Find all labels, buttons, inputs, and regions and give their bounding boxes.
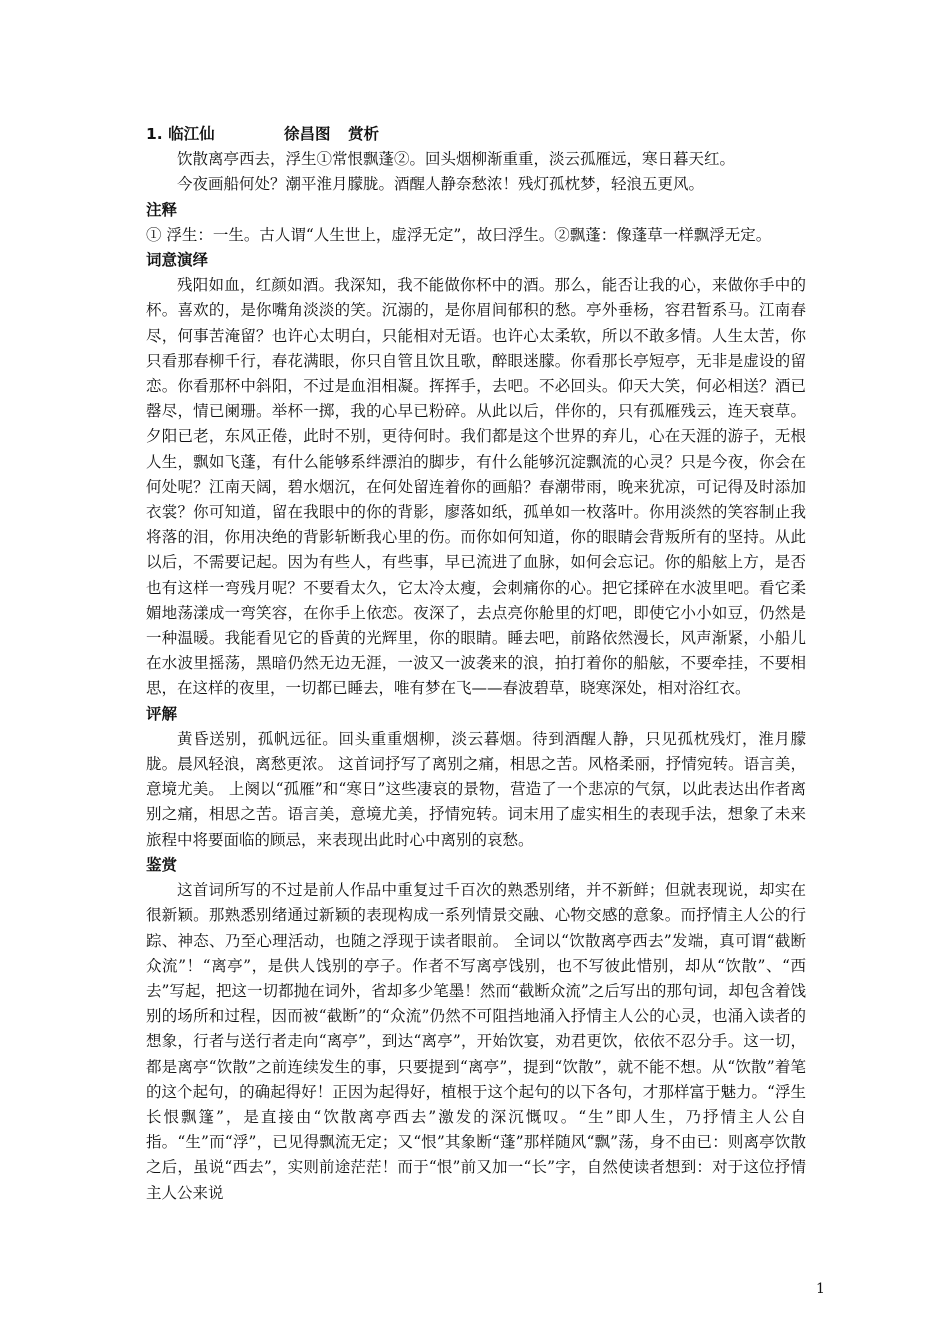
- notes-text: ① 浮生：一生。古人谓“人生世上，虚浮无定”，故曰浮生。②飘蓬：像蓬草一样飘浮无定。: [146, 225, 772, 244]
- title-label: 赏析: [348, 125, 380, 143]
- document-page: [146, 122, 806, 1206]
- page-number: 1: [816, 1281, 825, 1297]
- appreciation-text: 这首词所写的不过是前人作品中重复过千百次的熟悉别绪，并不新鲜；但就表现说，却实在很新颖。那熟悉别绪通过新颖的表现构成一系列情景交融、心物交感的意象。而抒情主人公的行踪、神态、乃至心理活动，也随之浮现于读者眼前。 全词以“饮散离亭西去”发端，真可谓“截断众流”！“离亭”，是供人饯别的亭子。作者不写离亭饯别，也不写彼此惜别，却从“饮散”、“西去”写起，把这一切都抛在词外，省却多少笔墨！然而“截断众流”之后写出的那句词，却包含着饯别的场所和过程，因而被“截断”的“众流”仍然不可阻挡地涌入抒情主人公的心灵，也涌入读者的想象，行者与送行者走向“离亭”，到达“离亭”，开始饮宴，劝君更饮，依依不忍分手。这一切，都是离亭“饮散”之前连续发生的事，只要提到“离亭”，提到“饮散”，就不能不想。从“饮散”着笔的这个起句，的确起得好！正因为起得好，植根于这个起句的以下各句，才那样富于魅力。“浮生长恨飘篷”，是直接由“饮散离亭西去”激发的深沉慨叹。“生”即人生，乃抒情主人公自指。“生”而“浮”，已见得飘流无定；又“恨”其象断“蓬”那样随风“飘”荡，身不由已：则离亭饮散之后，虽说“西去”，实则前途茫茫！而于“恨”前又加一“长”字，自然使读者想到：对于这位抒情主人公来说: [146, 881, 806, 1202]
- commentary-heading: 评解: [146, 704, 178, 723]
- commentary-text: 黄昏送别，孤帆远征。回头重重烟柳，淡云暮烟。待到酒醒人静，只见孤枕残灯，淮月朦胧。晨风轻浪，离愁更浓。 这首词抒写了离别之痛，相思之苦。风格柔丽，抒情宛转。语言美，意境尤美。 上阕以“孤雁”和“寒日”这些凄哀的景物，营造了一个悲凉的气氛，以此表达出作者离别之痛，相思之苦。语言美，意境尤美，抒情宛转。词末用了虚实相生的表现手法，想象了未来旅程中将要面临的顾忌，来表现出此时心中离别的哀愁。: [146, 729, 806, 849]
- poem-line-1: 饮散离亭西去，浮生①常恨飘蓬②。回头烟柳渐重重，淡云孤雁远，寒日暮天红。: [177, 150, 736, 169]
- poem-author: 徐昌图: [284, 125, 331, 143]
- appreciation-heading: 鉴赏: [146, 855, 178, 874]
- interpretation-heading: 词意演绎: [146, 251, 209, 270]
- notes-heading: 注释: [146, 200, 178, 219]
- poem-title: 1. 临江仙: [146, 125, 215, 143]
- interpretation-text: 残阳如血，红颜如酒。我深知，我不能做你杯中的酒。那么，能否让我的心，来做你手中的杯。喜欢的，是你嘴角淡淡的笑。沉溺的，是你眉间郁积的愁。亭外垂杨，容君暂系马。江南春尽，何事苦淹留？也许心太明白，只能相对无语。也许心太柔软，所以不敢多情。人生太苦，你只看那春柳千行，春花满眼，你只自管且饮且歌，醉眼迷朦。你看那长亭短亭，无非是虚设的留恋。你看那杯中斜阳，不过是血泪相凝。挥挥手，去吧。不必回头。仰天大笑，何必相送？酒已罄尽，情已阑珊。举杯一掷，我的心早已粉碎。从此以后，伴你的，只有孤雁残云，连天衰草。夕阳已老，东风正倦，此时不别，更待何时。我们都是这个世界的弃儿，心在天涯的游子，无根人生，飘如飞蓬，有什么能够系绊漂泊的脚步，有什么能够沉淀飘流的心灵？只是今夜，你会在何处呢？江南天阔，碧水烟沉，在何处留连着你的画船？春潮带雨，晚来犹凉，可记得及时添加衣裳？你可知道，留在我眼中的你的背影，廖落如纸，孤单如一枚落叶。你用淡然的笑容制止我将落的泪，你用决绝的背影斩断我心里的伤。而你如何知道，你的眼睛会背叛所有的坚持。从此以后，不需要记起。因为有些人，有些事，早已流进了血脉，如何会忘记。你的船舷上方，是否也有这样一弯残月呢？不要看太久，它太冷太瘦，会刺痛你的心。把它揉碎在水波里吧。看它柔媚地荡漾成一弯笑容，在你手上依恋。夜深了，去点亮你舱里的灯吧，即使它小小如豆，仍然是一种温暖。我能看见它的昏黄的光辉里，你的眼睛。睡去吧，前路依然漫长，风声渐紧，小船儿在水波里摇荡，黑暗仍然无边无涯，一波又一波袭来的浪，拍打着你的船舷，不要牵挂，不要相思，在这样的夜里，一切都已睡去，唯有梦在飞——春波碧草，晓寒深处，相对浴红衣。: [146, 276, 806, 698]
- document-title: [146, 122, 806, 147]
- poem-line-2: 今夜画船何处？潮平淮月朦胧。酒醒人静奈愁浓！残灯孤枕梦，轻浪五更风。: [177, 175, 705, 194]
